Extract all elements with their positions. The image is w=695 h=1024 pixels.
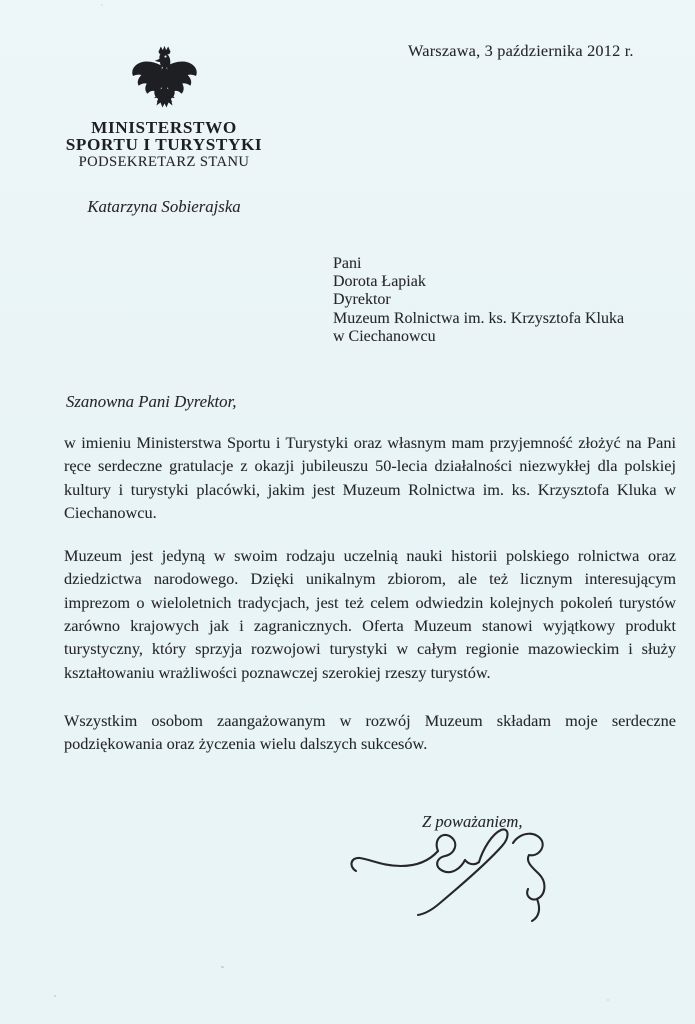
body-paragraph-3: Wszystkim osobom zaangażowanym w rozwój Muzeum składam moje serdeczne podziękowania oraz życzenia wielu dalszych sukcesów.: [64, 711, 676, 754]
scan-speck: [101, 4, 103, 6]
official-name: Katarzyna Sobierajska: [87, 197, 241, 216]
recipient-line: Muzeum Rolnictwa im. ks. Krzysztofa Kluka: [333, 309, 625, 327]
recipient-line: w Ciechanowcu: [333, 327, 436, 345]
office-title: PODSEKRETARZ STANU: [78, 154, 250, 170]
ministry-name-line2: SPORTU I TURYSTYKI: [65, 135, 263, 154]
scan-speck: [607, 999, 609, 1001]
scan-speck: [221, 966, 224, 968]
salutation: Szanowna Pani Dyrektor,: [66, 392, 237, 411]
letterhead: [56, 45, 272, 217]
recipient-line: Dyrektor: [333, 291, 391, 309]
handwritten-signature-icon: [347, 820, 579, 922]
recipient-line: Pani: [333, 255, 362, 272]
recipient-block: [333, 255, 624, 346]
body-paragraph-2: Muzeum jest jedyną w swoim rodzaju uczelnią nauki historii polskiego rolnictwa oraz dziedzictwa narodowego. Dzięki unikalnym zbiorom, ale też licznym interesującym imprezom o wieloletnich tradycjach, jest też celem odwiedzin kolejnych pokoleń turystów zarówno krajowych jak i zagranicznych. Oferta Muzeum stanowi wyjątkowy produkt turystyczny, który sprzyja rozwojowi turystyki w całym regionie mazowieckim i służy kształtowaniu wrażliwości poznawczej szerokiej rzeszy turystów.: [64, 546, 676, 682]
closing-phrase: Z poważaniem,: [422, 812, 523, 831]
scan-speck: [54, 995, 56, 997]
date-line: Warszawa, 3 października 2012 r.: [408, 41, 634, 60]
polish-eagle-emblem-icon: [131, 45, 198, 115]
ministry-name-line1: MINISTERSTWO: [91, 118, 237, 137]
recipient-line: Dorota Łapiak: [333, 273, 426, 291]
body-paragraph-1: w imieniu Ministerstwa Sportu i Turystyki oraz własnym mam przyjemność złożyć na Pani ręce serdeczne gratulacje z okazji jubileuszu 50-lecia działalności niezwykłej dla polskiej kultury i turystyki placówki, jakim jest Muzeum Rolnictwa im. ks. Krzysztofa Kluka w Ciechanowcu.: [64, 433, 676, 522]
